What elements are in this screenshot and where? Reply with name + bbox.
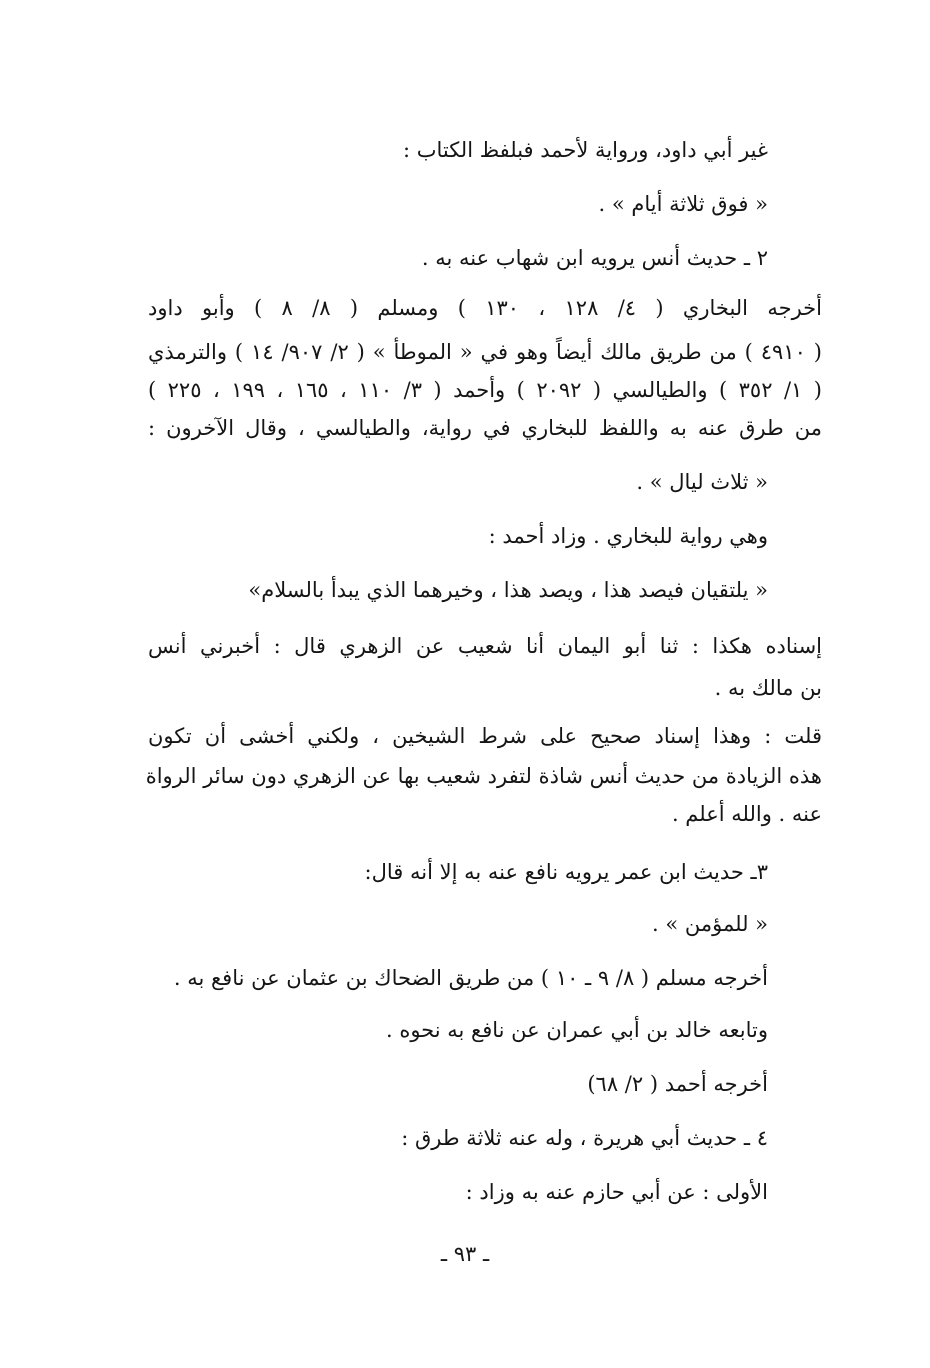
text-line: ٤ ـ حديث أبي هريرة ، وله عنه ثلاثة طرق : [401, 1126, 768, 1150]
text-line: غير أبي داود، ورواية لأحمد فبلفظ الكتاب : [402, 138, 768, 162]
text-line: عنه . والله أعلم . [671, 802, 822, 826]
text-line: ( ١/ ٣٥٢ ) والطيالسي ( ٢٠٩٢ ) وأحمد ( ٣/ ١١٠ ، ١٦٥ ، ١٩٩ ، ٢٢٥ ) [148, 378, 822, 402]
text-line: « فوق ثلاثة أيام » . [598, 192, 768, 216]
text-line: أخرجه أحمد ( ٢/ ٦٨) [587, 1072, 768, 1096]
text-line: أخرجه مسلم ( ٨/ ٩ ـ ١٠ ) من طريق الضحاك بن عثمان عن نافع به . [173, 966, 768, 990]
text-line: ٣ـ حديث ابن عمر يرويه نافع عنه به إلا أنه قال: [364, 860, 768, 884]
text-line: هذه الزيادة من حديث أنس شاذة لتفرد شعيب بها عن الزهري دون سائر الرواة [145, 764, 822, 788]
text-line: ٢ ـ حديث أنس يرويه ابن شهاب عنه به . [421, 246, 768, 270]
text-line: وتابعه خالد بن أبي عمران عن نافع به نحوه . [385, 1018, 768, 1042]
text-line: ( ٤٩١٠ ) من طريق مالك أيضاً وهو في « الموطأ » ( ٢/ ٩٠٧/ ١٤ ) والترمذي [148, 340, 822, 364]
page-number: ـ ٩٣ ـ [440, 1242, 490, 1266]
text-line: وهي رواية للبخاري . وزاد أحمد : [488, 524, 768, 548]
text-line: « ثلاث ليال » . [636, 470, 768, 494]
text-line: الأولى : عن أبي حازم عنه به وزاد : [465, 1180, 768, 1204]
text-line: بن مالك به . [714, 676, 822, 700]
text-line: « يلتقيان فيصد هذا ، ويصد هذا ، وخيرهما الذي يبدأ بالسلام» [248, 578, 768, 602]
text-line: من طرق عنه به واللفظ للبخاري في رواية، والطيالسي ، وقال الآخرون : [148, 416, 822, 440]
text-line: « للمؤمن » . [652, 912, 768, 936]
text-line: إسناده هكذا : ثنا أبو اليمان أنا شعيب عن الزهري قال : أخبرني أنس [148, 634, 822, 658]
text-line: قلت : وهذا إسناد صحيح على شرط الشيخين ، ولكني أخشى أن تكون [148, 724, 822, 748]
text-line: أخرجه البخاري ( ٤/ ١٢٨ ، ١٣٠ ) ومسلم ( ٨/ ٨ ) وأبو داود [148, 296, 822, 320]
